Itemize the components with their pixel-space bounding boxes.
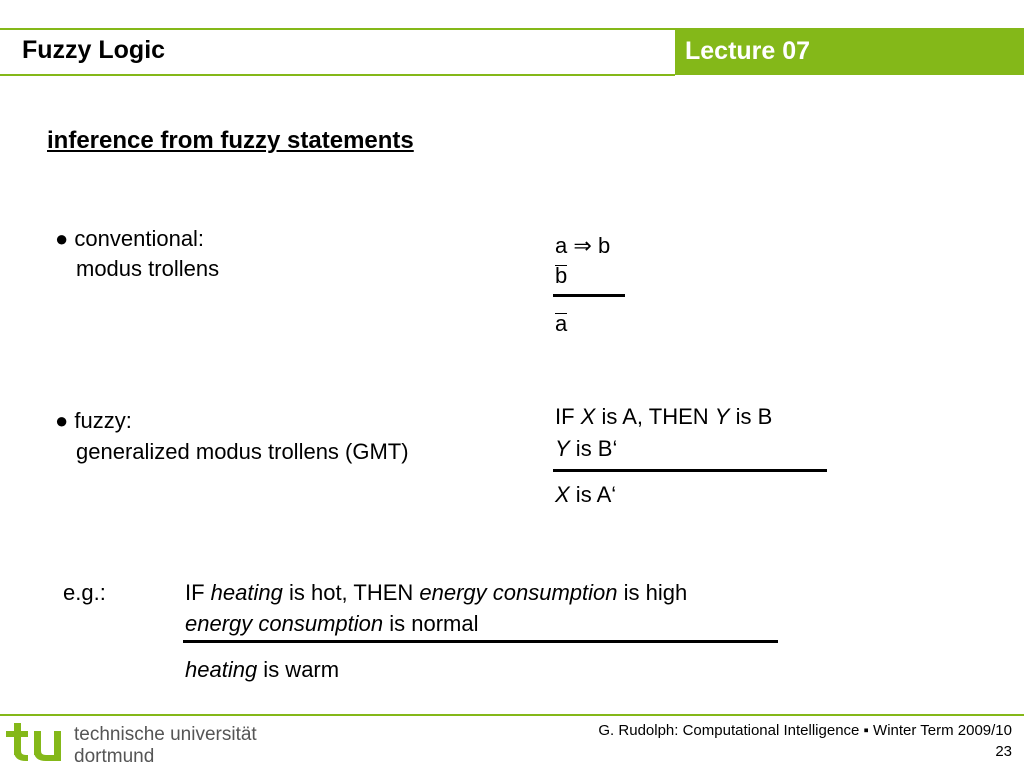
fuzzy-premise-2 bbox=[555, 436, 617, 462]
fuzzy-inference-rule bbox=[553, 469, 827, 472]
fuzzy-rule-name: generalized modus trollens (GMT) bbox=[76, 439, 409, 464]
fuzzy-conclusion bbox=[555, 482, 616, 508]
text-is-normal: is normal bbox=[383, 611, 479, 636]
term-energy-consumption: energy consumption bbox=[419, 580, 618, 605]
text-is-warm: is warm bbox=[257, 657, 340, 682]
text-if: IF bbox=[555, 404, 581, 429]
text-if: IF bbox=[185, 580, 211, 605]
fuzzy-bullet: ● fuzzy: bbox=[55, 408, 132, 433]
var-y: Y bbox=[555, 436, 570, 461]
not-a: a bbox=[555, 311, 568, 336]
term-energy-consumption: energy consumption bbox=[185, 611, 384, 636]
university-name bbox=[74, 724, 257, 768]
premise-a: a bbox=[555, 233, 568, 258]
example-premise-2 bbox=[185, 611, 478, 637]
example-inference-rule bbox=[183, 640, 778, 643]
tu-logo bbox=[4, 721, 68, 770]
conventional-bullet: ● conventional: bbox=[55, 226, 205, 251]
section-title: inference from fuzzy statements bbox=[47, 127, 414, 154]
implies-symbol: ⇒ bbox=[573, 233, 592, 258]
term-heating: heating bbox=[185, 657, 258, 682]
university-name-line-1: technische universität bbox=[74, 724, 257, 745]
conventional-conclusion bbox=[555, 311, 567, 337]
university-name-line-2: dortmund bbox=[74, 746, 155, 767]
conventional-premise-2 bbox=[555, 263, 567, 289]
var-y: Y bbox=[714, 404, 730, 429]
lecture-badge bbox=[675, 28, 1024, 75]
lecture-label: Lecture 07 bbox=[685, 37, 811, 65]
conventional-inference-rule bbox=[553, 294, 625, 297]
term-heating: heating bbox=[210, 580, 283, 605]
text-is-high: is high bbox=[617, 580, 688, 605]
example-label: e.g.: bbox=[63, 580, 106, 605]
text-is-b: is B bbox=[729, 404, 773, 429]
premise-b: b bbox=[597, 233, 611, 258]
conventional-rule-name: modus trollens bbox=[76, 256, 220, 281]
var-x: X bbox=[555, 482, 570, 507]
example-conclusion bbox=[185, 657, 339, 683]
text-is-hot-then: is hot, THEN bbox=[282, 580, 420, 605]
header-bottom-rule bbox=[0, 74, 675, 76]
tu-logo-icon bbox=[4, 721, 68, 765]
var-x: X bbox=[580, 404, 596, 429]
text-is-b-prime: is B‘ bbox=[569, 436, 618, 461]
text-is-a-then: is A, THEN bbox=[595, 404, 715, 429]
page-number: 23 bbox=[995, 743, 1012, 760]
footer-credit: G. Rudolph: Computational Intelligence ▪ Winter Term 2009/10 bbox=[598, 722, 1012, 739]
fuzzy-premise-1 bbox=[555, 404, 772, 430]
footer-rule bbox=[0, 714, 1024, 716]
not-b: b bbox=[555, 263, 568, 288]
conventional-premise-1 bbox=[555, 233, 610, 259]
text-is-a-prime: is A‘ bbox=[569, 482, 617, 507]
example-premise-1 bbox=[185, 580, 687, 606]
slide-header-title: Fuzzy Logic bbox=[22, 36, 166, 64]
